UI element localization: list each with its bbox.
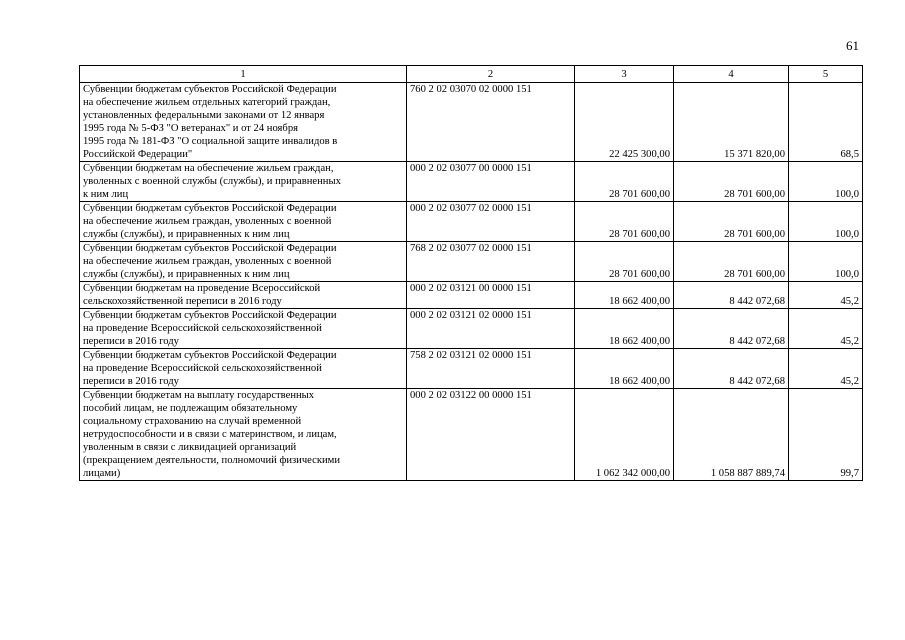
row-name: Субвенции бюджетам на проведение Всероссийской сельскохозяйственной переписи в 2016 году: [80, 282, 407, 309]
row-name: Субвенции бюджетам на выплату государственных пособий лицам, не подлежащим обязательному социальному страхованию на случай временной нетрудоспособности и в связи с материнством, и лицам, уволенным в связи с ликвидацией организаций (прекращением деятельности, полномочий физическими лицами): [80, 389, 407, 481]
row-code: 000 2 02 03077 02 0000 151: [407, 202, 575, 242]
table-header: [80, 66, 863, 83]
row-percent: 100,0: [789, 202, 863, 242]
row-approved: 28 701 600,00: [575, 162, 674, 202]
row-executed: 1 058 887 889,74: [674, 389, 789, 481]
row-approved: 22 425 300,00: [575, 83, 674, 162]
row-percent: 45,2: [789, 309, 863, 349]
row-approved: 18 662 400,00: [575, 282, 674, 309]
row-approved: 28 701 600,00: [575, 242, 674, 282]
row-code: 000 2 02 03122 00 0000 151: [407, 389, 575, 481]
column-header-1: 1: [80, 66, 407, 83]
table-row: [80, 162, 863, 202]
column-header-2: 2: [407, 66, 575, 83]
row-percent: 45,2: [789, 282, 863, 309]
header-row: [80, 66, 863, 83]
row-name: Субвенции бюджетам субъектов Российской Федерации на проведение Всероссийской сельскохозяйственной переписи в 2016 году: [80, 349, 407, 389]
row-code: 758 2 02 03121 02 0000 151: [407, 349, 575, 389]
table-row: [80, 349, 863, 389]
row-executed: 8 442 072,68: [674, 349, 789, 389]
page-number: 61: [846, 38, 859, 53]
row-name: Субвенции бюджетам на обеспечение жильем граждан, уволенных с военной службы (службы), и приравненных к ним лиц: [80, 162, 407, 202]
table-row: [80, 282, 863, 309]
row-code: 760 2 02 03070 02 0000 151: [407, 83, 575, 162]
row-approved: 28 701 600,00: [575, 202, 674, 242]
column-header-5: 5: [789, 66, 863, 83]
row-name: Субвенции бюджетам субъектов Российской Федерации на проведение Всероссийской сельскохозяйственной переписи в 2016 году: [80, 309, 407, 349]
row-name: Субвенции бюджетам субъектов Российской Федерации на обеспечение жильем отдельных категорий граждан, установленных федеральными законами от 12 января 1995 года № 5-ФЗ "О ветеранах" и от 24 ноября 1995 года № 181-ФЗ "О социальной защите инвалидов в Российской Федерации": [80, 83, 407, 162]
table-row: [80, 309, 863, 349]
row-executed: 28 701 600,00: [674, 242, 789, 282]
row-executed: 8 442 072,68: [674, 309, 789, 349]
row-percent: 100,0: [789, 242, 863, 282]
row-code: 000 2 02 03121 00 0000 151: [407, 282, 575, 309]
column-header-3: 3: [575, 66, 674, 83]
row-code: 000 2 02 03121 02 0000 151: [407, 309, 575, 349]
row-code: 000 2 02 03077 00 0000 151: [407, 162, 575, 202]
row-executed: 8 442 072,68: [674, 282, 789, 309]
row-executed: 15 371 820,00: [674, 83, 789, 162]
row-name: Субвенции бюджетам субъектов Российской Федерации на обеспечение жильем граждан, уволенных с военной службы (службы), и приравненных к ним лиц: [80, 202, 407, 242]
column-header-4: 4: [674, 66, 789, 83]
row-executed: 28 701 600,00: [674, 162, 789, 202]
table-row: [80, 242, 863, 282]
row-code: 768 2 02 03077 02 0000 151: [407, 242, 575, 282]
table-body: [80, 83, 863, 481]
row-approved: 18 662 400,00: [575, 309, 674, 349]
budget-table: [79, 65, 863, 481]
row-approved: 18 662 400,00: [575, 349, 674, 389]
table-row: [80, 202, 863, 242]
row-percent: 100,0: [789, 162, 863, 202]
row-approved: 1 062 342 000,00: [575, 389, 674, 481]
row-name: Субвенции бюджетам субъектов Российской Федерации на обеспечение жильем граждан, уволенных с военной службы (службы), и приравненных к ним лиц: [80, 242, 407, 282]
row-executed: 28 701 600,00: [674, 202, 789, 242]
table-row: [80, 389, 863, 481]
row-percent: 99,7: [789, 389, 863, 481]
row-percent: 45,2: [789, 349, 863, 389]
row-percent: 68,5: [789, 83, 863, 162]
table-row: [80, 83, 863, 162]
